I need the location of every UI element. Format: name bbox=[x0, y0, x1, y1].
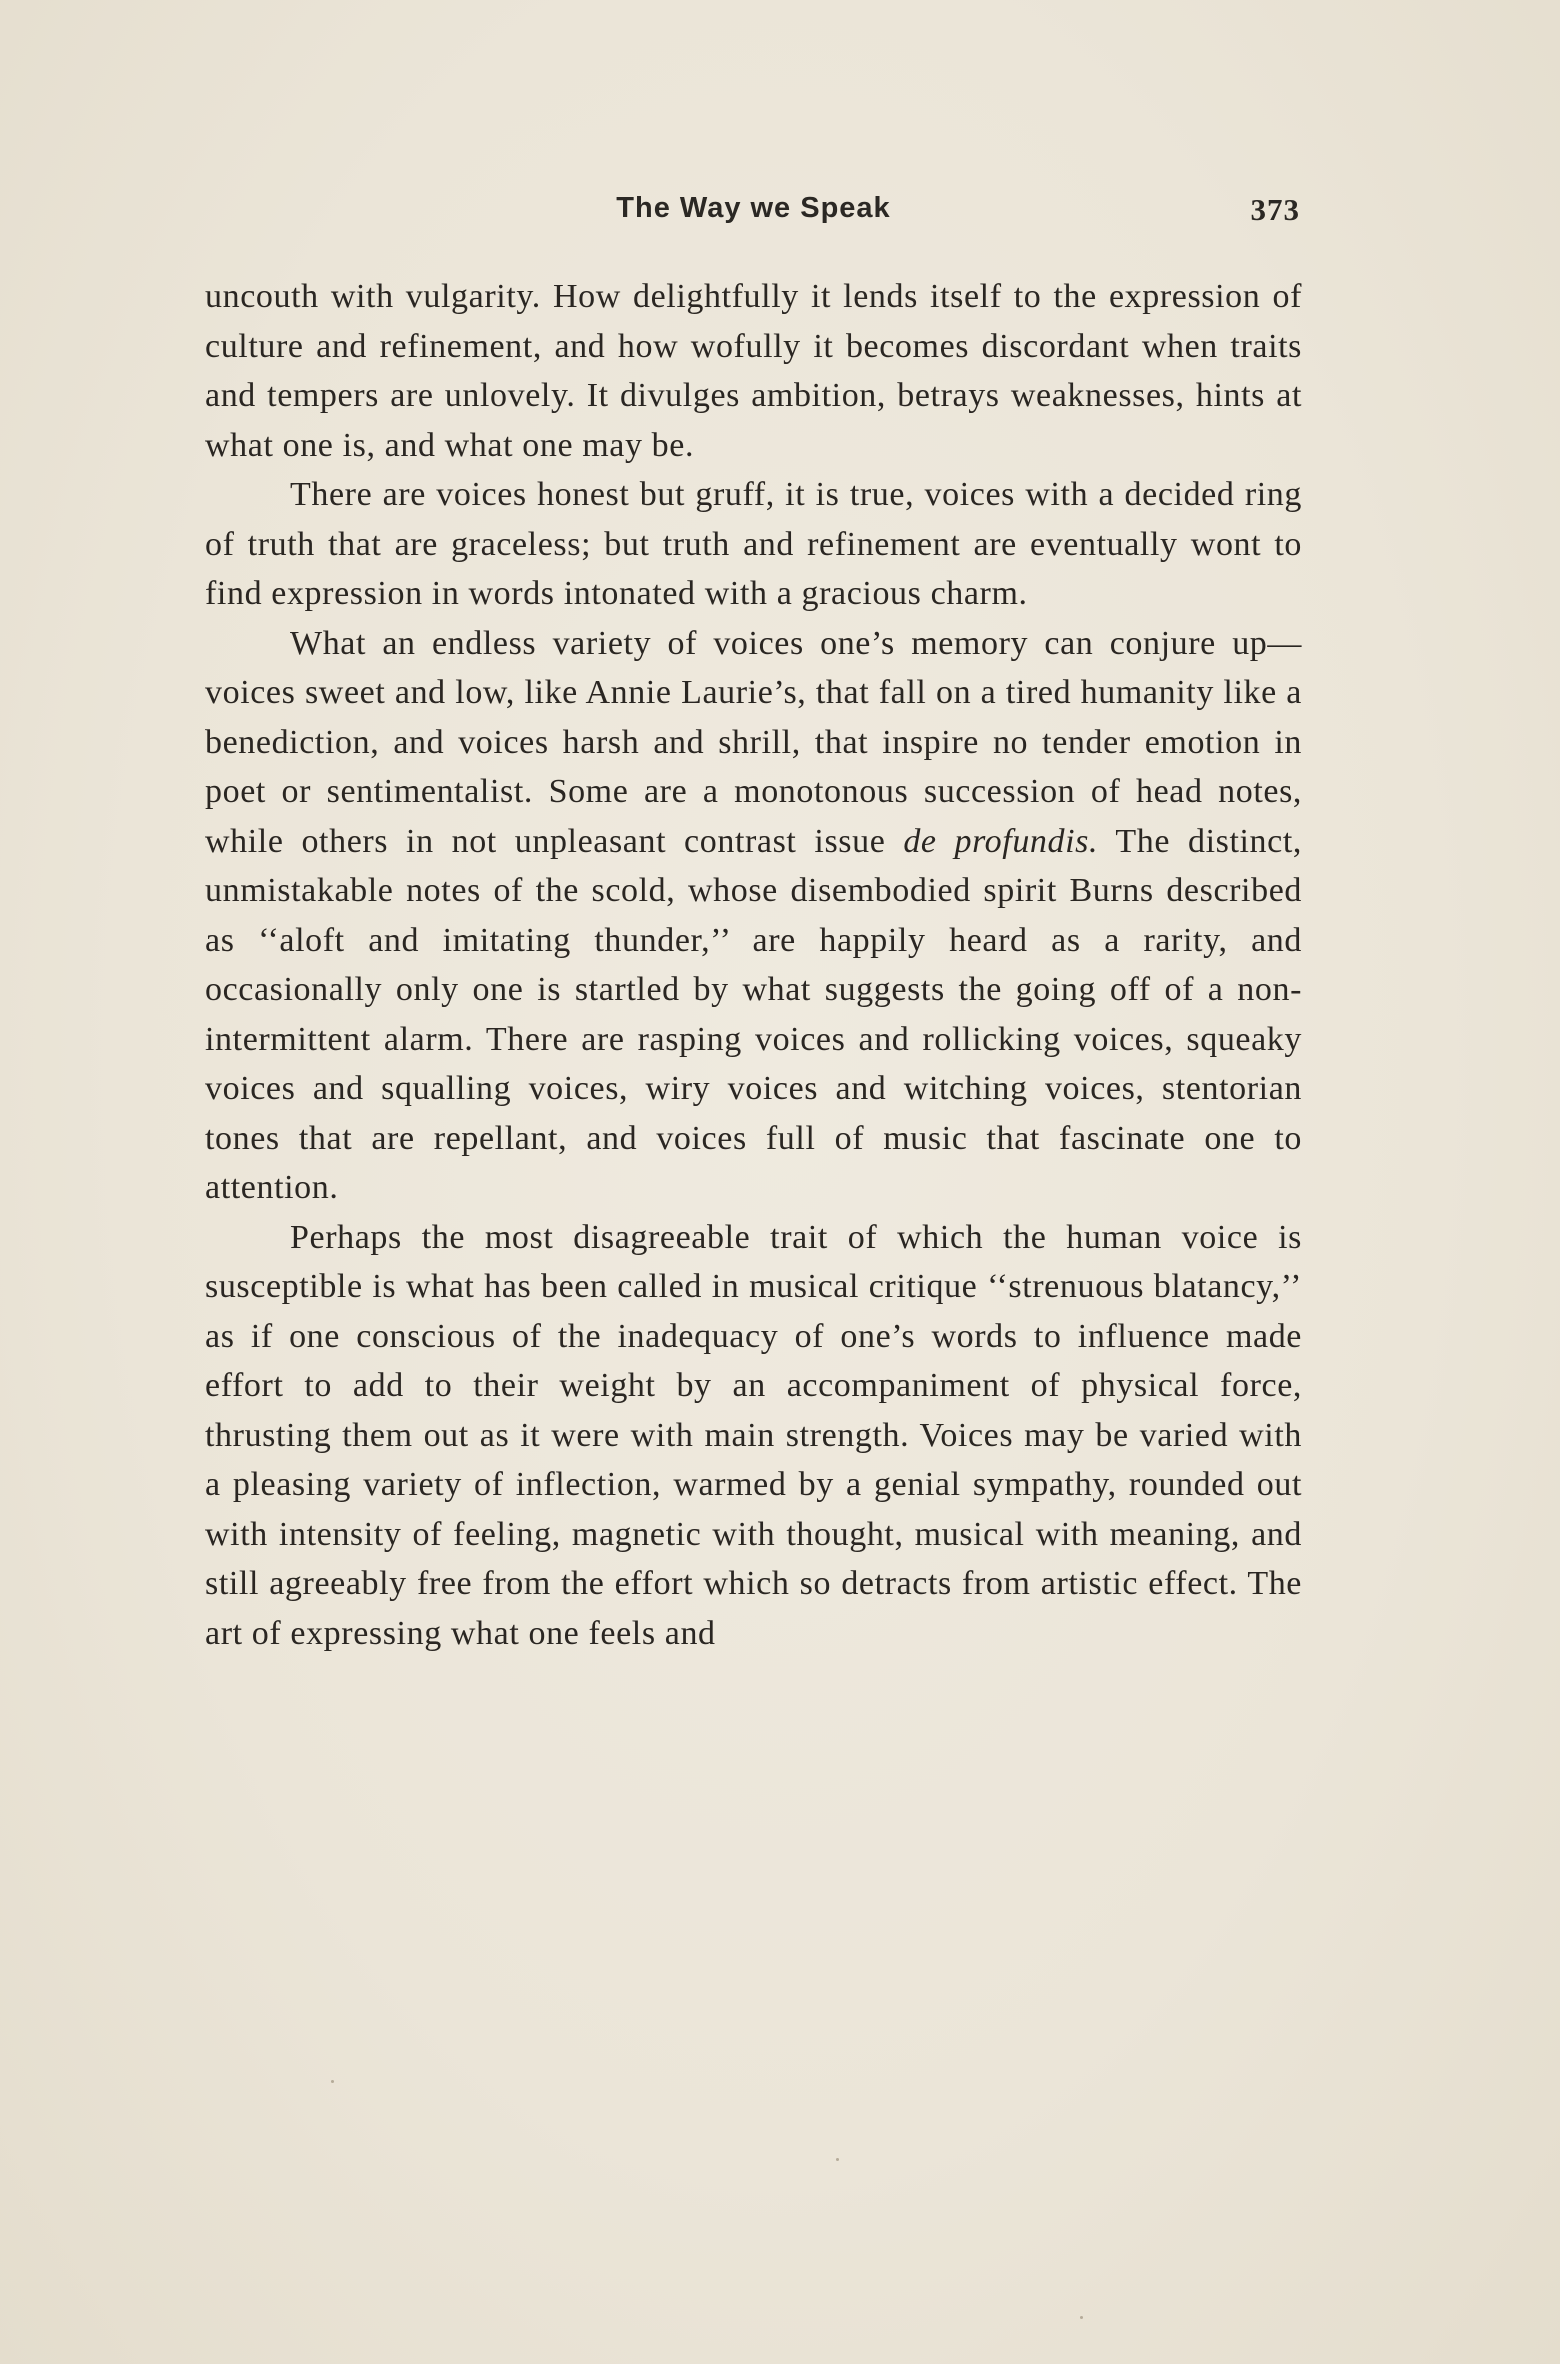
paragraph-3-text-after: The distinct, unmistakable notes of the scold, whose disembodied spirit Burns described as ‘‘aloft and imitating thunder,’’ are happily heard as a rarity, and occasionally only one is startled by what suggests the going off of a non-intermittent alarm. There are rasping voices and rollicking voices, squeaky voices and squalling voices, wiry voices and witching voices, stentorian tones that are repellant, and voices full of music that fascinate one to attention. bbox=[205, 822, 1302, 1206]
paragraph-4: Perhaps the most disagreeable trait of which the human voice is susceptible is what has been called in musical critique ‘‘strenuous blatancy,’’ as if one conscious of the inadequacy of one’s words to influence made effort to add to their weight by an accompaniment of physical force, thrusting them out as it were with main strength. Voices may be varied with a pleasing variety of inflection, warmed by a genial sympathy, rounded out with intensity of feeling, magnetic with thought, musical with meaning, and still agreeably free from the effort which so detracts from artistic effect. The art of expressing what one feels and bbox=[205, 1218, 1302, 1652]
body-text bbox=[205, 272, 1302, 1658]
paper-speck bbox=[836, 2158, 839, 2161]
running-header bbox=[205, 192, 1302, 232]
paragraph-2: There are voices honest but gruff, it is true, voices with a decided ring of truth that are graceless; but truth and refinement are eventually wont to find expression in words intonated with a gracious charm. bbox=[205, 476, 1302, 612]
running-title: The Way we Speak bbox=[616, 192, 891, 224]
paragraph-3 bbox=[205, 619, 1302, 1213]
paragraph-1: uncouth with vulgarity. How delightfully it lends itself to the expression of culture and refinement, and how wofully it becomes discordant when traits and tempers are unlovely. It divulges ambition, betrays weaknesses, hints at what one is, and what one may be. bbox=[205, 278, 1302, 464]
paragraph-3-italic-phrase: de profundis. bbox=[903, 822, 1099, 860]
paper-speck bbox=[1080, 2316, 1083, 2319]
page-number: 373 bbox=[1250, 192, 1300, 227]
paper-speck bbox=[331, 2080, 334, 2083]
paragraph-3-text-before: What an endless variety of voices one’s memory can conjure up—voices sweet and low, like Annie Laurie’s, that fall on a tired humanity like a benediction, and voices harsh and shrill, that inspire no tender emotion in poet or sentimentalist. Some are a monotonous succession of head notes, while others in not unpleasant contrast issue bbox=[205, 624, 1302, 860]
